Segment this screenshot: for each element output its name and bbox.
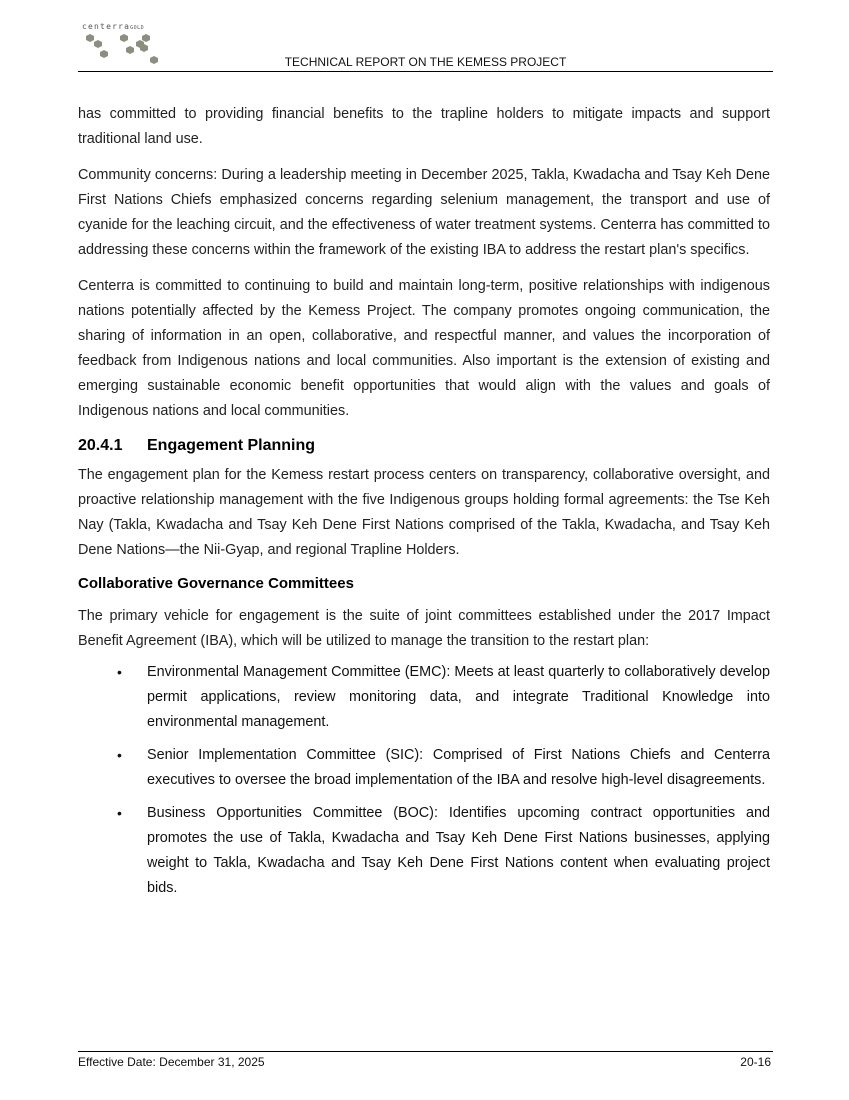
- report-title: TECHNICAL REPORT ON THE KEMESS PROJECT: [284, 55, 567, 69]
- section-number: 20.4.1: [78, 437, 123, 454]
- bullet-icon: •: [117, 805, 122, 821]
- effective-date: Effective Date: December 31, 2025: [78, 1055, 265, 1069]
- list-item-text: Senior Implementation Committee (SIC): Comprised of First Nations Chiefs and Centerra executives to oversee the broad implementation of the IBA and resolve high-level disagreements.: [147, 747, 770, 788]
- list-item-sic: [117, 743, 770, 793]
- paragraph-committees-intro: The primary vehicle for engagement is the suite of joint committees established under the 2017 Impact Benefit Agreement (IBA), which will be utilized to manage the transition to the restart plan:: [78, 608, 770, 649]
- list-item-text: Environmental Management Committee (EMC): Meets at least quarterly to collaboratively develop permit applications, review monitoring data, and integrate Traditional Knowledge into environmental management.: [147, 664, 770, 730]
- list-item-boc: [117, 801, 770, 901]
- bullet-icon: •: [117, 747, 122, 763]
- page-header: [78, 20, 773, 72]
- paragraph-engagement-plan: The engagement plan for the Kemess restart process centers on transparency, collaborative oversight, and proactive relationship management with the five Indigenous groups holding formal agreements: the Tse Keh Nay (Takla, Kwadacha and Tsay Keh Dene First Nations comprised of the Takla, Kwadacha, and Tsay Keh Dene Nations—the Nii-Gyap, and regional Trapline Holders.: [78, 467, 770, 558]
- committee-list: [78, 660, 770, 901]
- page-footer: [78, 1051, 773, 1069]
- logo-wordmark: [82, 22, 144, 31]
- paragraph-community-concerns: Community concerns: During a leadership meeting in December 2025, Takla, Kwadacha and Tsay Keh Dene First Nations Chiefs emphasized concerns regarding selenium management, the transport and use of cyanide for the leaching circuit, and the effectiveness of water treatment systems. Centerra has committed to addressing these concerns within the framework of the existing IBA to address the restart plan's specifics.: [78, 167, 770, 258]
- section-title: Engagement Planning: [147, 437, 316, 454]
- page-number: 20-16: [740, 1055, 771, 1069]
- list-item-emc: [117, 660, 770, 735]
- section-heading: [78, 435, 770, 457]
- paragraph-relationships: Centerra is committed to continuing to build and maintain long-term, positive relationships with indigenous nations potentially affected by the Kemess Project. The company promotes ongoing communication, the sharing of information in an open, collaborative, and respectful manner, and values the incorporation of feedback from Indigenous nations and local communities. Also important is the extension of existing and emerging sustainable economic benefit opportunities that would align with the values and goals of Indigenous nations and local communities.: [78, 278, 770, 419]
- paragraph-trapline: has committed to providing financial benefits to the trapline holders to mitigate impacts and support traditional land use.: [78, 106, 770, 147]
- page-content: [78, 102, 770, 909]
- subsection-heading: Collaborative Governance Committees: [78, 575, 354, 592]
- logo-name: centerra: [82, 22, 131, 31]
- list-item-text: Business Opportunities Committee (BOC): Identifies upcoming contract opportunities and promotes the use of Takla, Kwadacha and Tsay Keh Dene First Nations businesses, applying weight to Takla, Kwadacha and Tsay Keh Dene First Nations content when evaluating project bids.: [147, 805, 770, 896]
- bullet-icon: •: [117, 664, 122, 680]
- logo-suffix: GOLD: [130, 25, 145, 31]
